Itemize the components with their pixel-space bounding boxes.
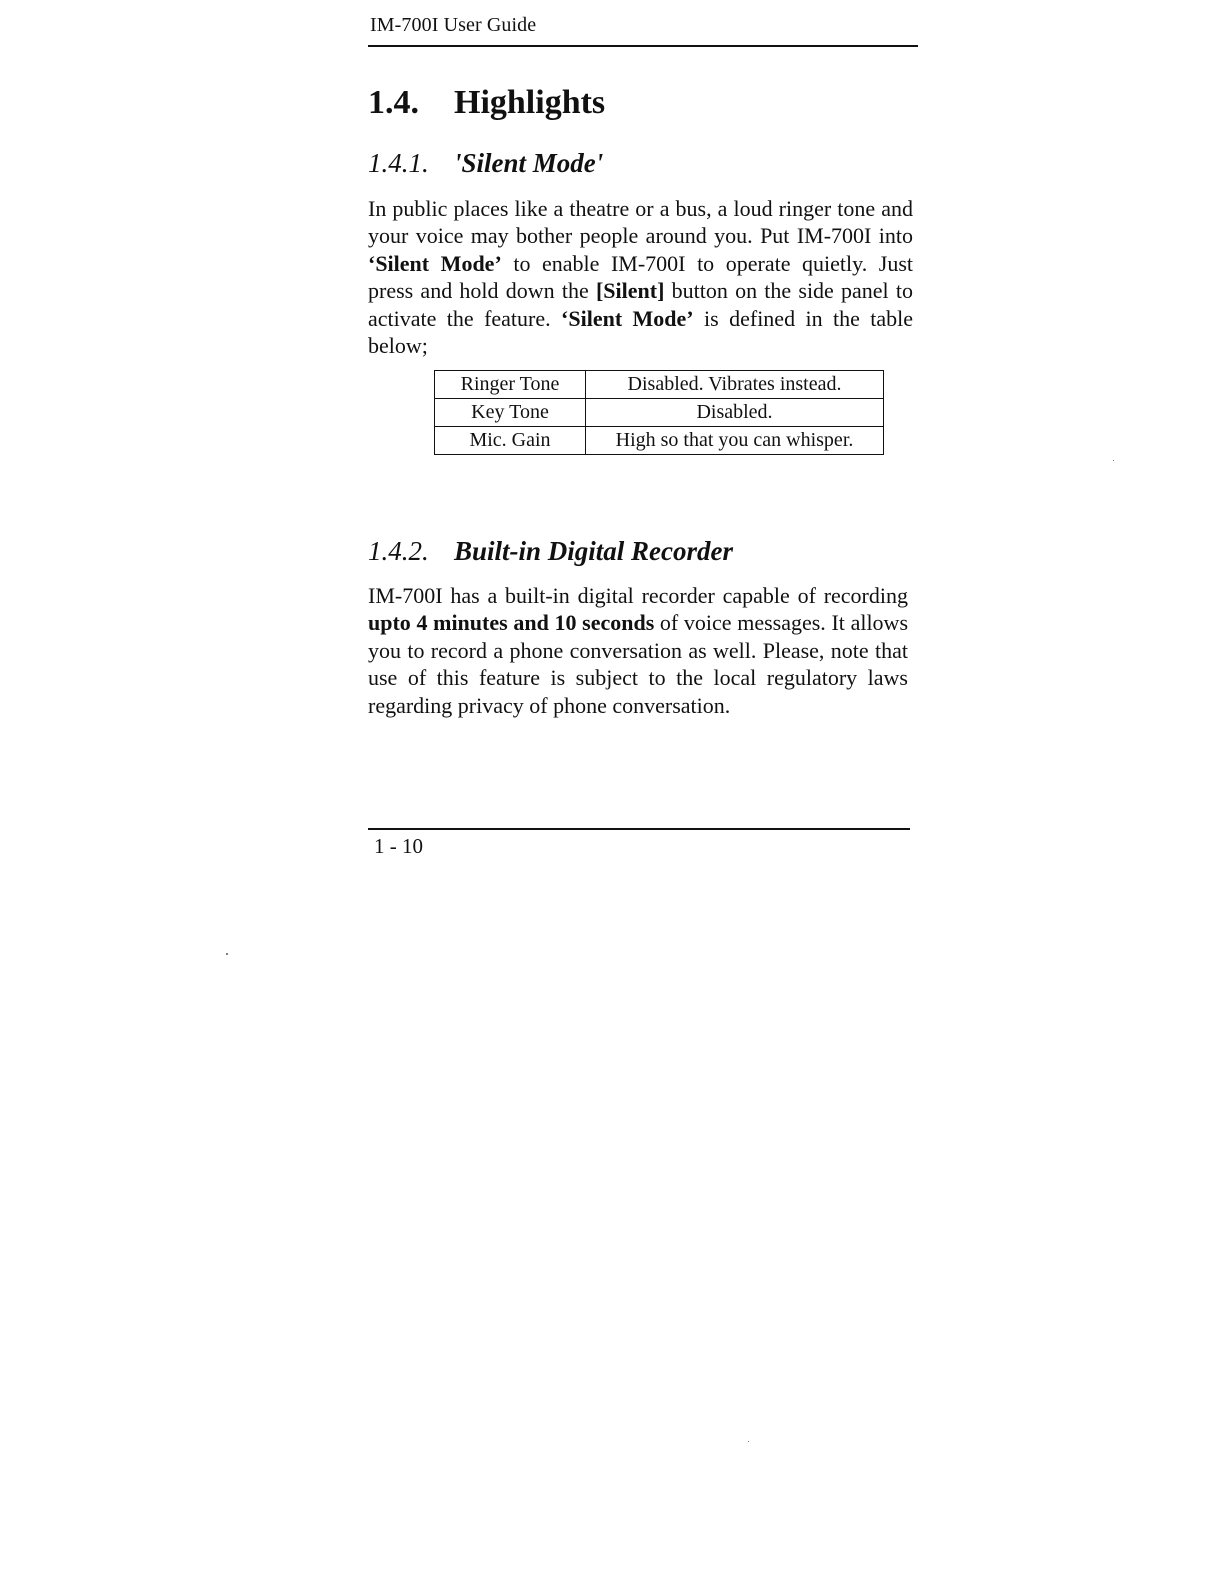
paragraph-text: button on the side panel to activate the feature. <box>368 278 914 331</box>
table-cell-value: High so that you can whisper. <box>586 427 884 455</box>
table-row <box>435 371 884 399</box>
table-row <box>435 427 884 455</box>
table-row <box>435 399 884 427</box>
scan-speck <box>226 953 228 955</box>
bold-text: ‘Silent Mode’ <box>561 305 694 331</box>
table-cell-setting: Key Tone <box>435 399 586 427</box>
table-cell-setting: Ringer Tone <box>435 371 586 399</box>
page-number: 1 - 10 <box>374 834 423 858</box>
scan-speck <box>748 1441 749 1442</box>
subsection-number: 1.4.1. <box>368 148 429 178</box>
silent-mode-table <box>434 370 884 455</box>
subsection-heading: Built-in Digital Recorder <box>454 536 734 566</box>
paragraph-text: In public places like a theatre or a bus, a loud ringer tone and your voice may bother people around you. Put IM-700I into <box>368 196 913 249</box>
page-header <box>368 12 918 47</box>
section-heading: Highlights <box>454 84 606 121</box>
header-title: IM-700I User Guide <box>370 14 537 36</box>
bold-text: upto 4 minutes and 10 seconds <box>368 610 655 636</box>
footer-rule <box>368 828 910 830</box>
section-number: 1.4. <box>368 84 419 121</box>
paragraph-text: IM-700I has a built-in digital recorder capable of recording <box>368 583 908 608</box>
recorder-paragraph <box>368 582 908 719</box>
table-cell-setting: Mic. Gain <box>435 427 586 455</box>
silent-mode-paragraph <box>368 195 913 359</box>
bold-text: ‘Silent Mode’ <box>368 250 502 276</box>
subsection-title-silent-mode <box>368 148 603 179</box>
subsection-title-recorder <box>368 536 733 567</box>
table-cell-value: Disabled. Vibrates instead. <box>586 371 884 399</box>
paragraph-text: to enable IM-700I to operate quietly. Just press and hold down the <box>368 250 914 304</box>
subsection-number: 1.4.2. <box>368 536 429 566</box>
paragraph-text: is defined in the table below; <box>368 305 914 359</box>
table-cell-value: Disabled. <box>586 399 884 427</box>
bold-text: [Silent] <box>595 278 665 304</box>
paragraph-text: of voice messages. It allows you to record a phone conversation as well. Please, note that use of this feature is subject to the local regulatory laws regarding privacy of phone conversation. <box>368 610 909 718</box>
scan-speck <box>1113 460 1114 461</box>
section-title <box>368 84 605 122</box>
subsection-heading: 'Silent Mode' <box>454 148 604 178</box>
